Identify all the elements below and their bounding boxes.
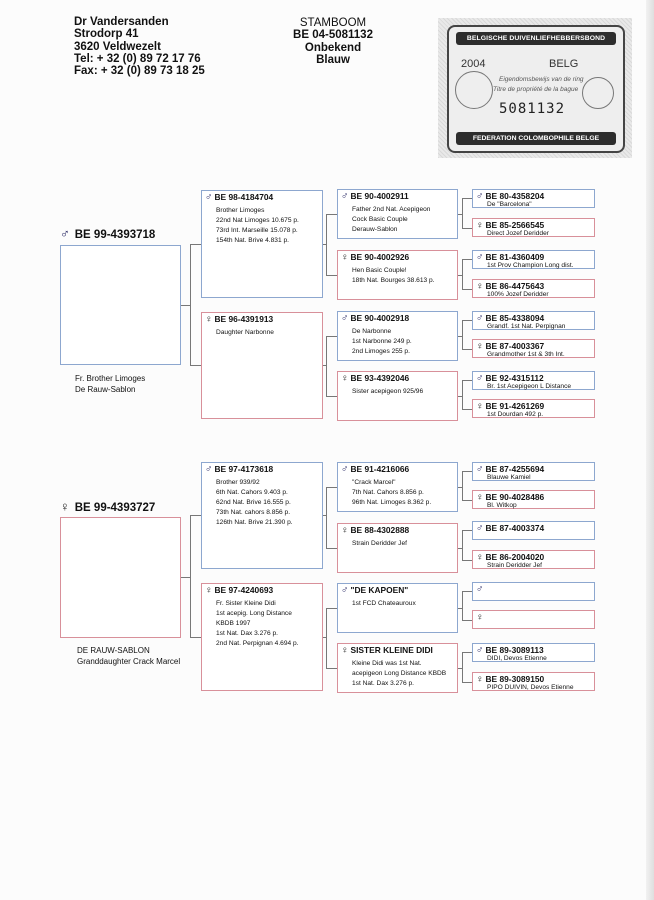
certificate-top-banner: BELGISCHE DUIVENLIEFHEBBERSBOND (456, 32, 616, 45)
g3-box-3-header (341, 313, 409, 324)
male-symbol-icon: ♂ (341, 313, 349, 324)
g2-sire-dam-ring: BE 96-4391913 (214, 314, 274, 324)
owner-city: 3620 Veldwezelt (74, 40, 161, 53)
g4-box-10-ring: BE 90-4028486 (485, 492, 545, 502)
certificate-line-1: Eigendomsbewijs van de ring (499, 76, 584, 83)
male-symbol-icon: ♂ (60, 226, 70, 241)
pedigree-note: Sister acepigeon 925/96 (352, 388, 424, 395)
g4-box-3 (472, 250, 595, 269)
certificate-seal-right (582, 77, 614, 109)
female-symbol-icon: ♀ (476, 492, 484, 503)
connector-line (462, 320, 472, 321)
pedigree-note: Blauwe Kamiel (487, 474, 531, 481)
g4-box-3-ring: BE 81-4360409 (485, 252, 545, 262)
connector-line (190, 244, 191, 365)
connector-line (462, 259, 463, 289)
g2-dam-sire-ring: BE 97-4173618 (214, 464, 274, 474)
g4-box-5 (472, 311, 595, 330)
g2-sire-sire-header (205, 192, 273, 203)
pedigree-note: Br. 1st Acepigeon L Distance (487, 383, 572, 390)
certificate-number: 5081132 (499, 101, 566, 117)
dam-ring (60, 499, 155, 514)
male-symbol-icon: ♂ (476, 645, 484, 656)
g4-box-12-ring: BE 86-2004020 (485, 552, 545, 562)
pedigree-title-block (268, 17, 398, 66)
connector-line (190, 637, 201, 638)
female-symbol-icon: ♀ (341, 252, 349, 263)
pedigree-note: Bl. Witkop (487, 502, 517, 509)
pedigree-note: Derauw-Sablon (352, 226, 398, 233)
g4-box-14-header (476, 612, 486, 623)
g3-box-3 (337, 311, 458, 361)
connector-line (190, 244, 201, 245)
pedigree-note: 7th Nat. Cahors 8.856 p. (352, 489, 424, 496)
dam-notes (77, 645, 180, 667)
owner-fax: Fax: + 32 (0) 89 73 18 25 (74, 65, 205, 78)
pedigree-note: 154th Nat. Brive 4.831 p. (216, 237, 289, 244)
pedigree-note: 22nd Nat Limoges 10.675 p. (216, 217, 299, 224)
dam-photo-box (60, 517, 181, 638)
g4-box-8 (472, 399, 595, 418)
connector-line (326, 396, 337, 397)
connector-line (190, 365, 201, 366)
g4-box-7-ring: BE 92-4315112 (485, 373, 544, 383)
ownership-certificate (438, 18, 632, 158)
connector-line (462, 380, 463, 409)
male-symbol-icon: ♂ (476, 252, 484, 263)
female-symbol-icon: ♀ (205, 314, 213, 325)
connector-line (462, 289, 472, 290)
g3-box-2-header (341, 252, 409, 263)
pedigree-note: Father 2nd Nat. Acepigeon (352, 206, 431, 213)
connector-line (462, 560, 472, 561)
female-symbol-icon: ♀ (60, 499, 70, 514)
g4-box-2-ring: BE 85-2566545 (485, 220, 545, 230)
g3-box-1-ring: BE 90-4002911 (350, 191, 409, 201)
g3-box-8 (337, 643, 458, 693)
pedigree-heading: STAMBOOM (299, 17, 367, 29)
g3-box-7-ring: "DE KAPOEN" (350, 585, 409, 595)
sire-photo-box (60, 245, 181, 365)
pedigree-note: 2nd Nat. Perpignan 4.694 p. (216, 640, 299, 647)
g3-box-6-header (341, 525, 409, 536)
connector-line (190, 515, 201, 516)
pedigree-note: 1st Dourdan 492 p. (487, 411, 544, 418)
pedigree-note: Grandmother 1st & 3th Int. (487, 351, 565, 358)
connector-line (326, 275, 337, 276)
owner-block (74, 16, 205, 77)
pedigree-note: 62nd Nat. Brive 16.555 p. (216, 499, 291, 506)
g3-box-1-header (341, 191, 409, 202)
g4-box-13 (472, 582, 595, 601)
male-symbol-icon: ♂ (341, 585, 349, 596)
g3-box-5-ring: BE 91-4216066 (350, 464, 410, 474)
connector-line (462, 228, 472, 229)
pedigree-note: 6th Nat. Cahors 9.403 p. (216, 489, 288, 496)
pedigree-note: 1st Narbonne 249 p. (352, 338, 412, 345)
female-symbol-icon: ♀ (341, 645, 349, 656)
male-symbol-icon: ♂ (476, 313, 484, 324)
connector-line (462, 320, 463, 349)
pedigree-note: Grandf. 1st Nat. Perpignan (487, 323, 566, 330)
owner-tel: Tel: + 32 (0) 89 72 17 76 (74, 52, 201, 65)
g3-box-2-ring: BE 90-4002926 (350, 252, 410, 262)
pedigree-note: Direct Jozef Deridder (487, 230, 549, 237)
g2-dam-sire (201, 462, 323, 569)
pedigree-note: 73th Nat. cahors 8.856 p. (216, 509, 291, 516)
g2-sire-sire (201, 190, 323, 298)
g4-box-11 (472, 521, 595, 540)
pedigree-note: 1st Prov Champion Long dist. (487, 262, 574, 269)
male-symbol-icon: ♂ (476, 373, 484, 384)
connector-line (462, 652, 472, 653)
g4-box-16 (472, 672, 595, 691)
g2-sire-dam (201, 312, 323, 419)
connector-line (462, 380, 472, 381)
g4-box-11-header (476, 523, 544, 534)
connector-line (326, 668, 337, 669)
connector-line (462, 530, 472, 531)
pedigree-note: 1st FCD Chateauroux (352, 600, 416, 607)
pedigree-note: 1st Nat. Dax 3.276 p. (352, 680, 414, 687)
g3-box-1 (337, 189, 458, 239)
connector-line (462, 620, 472, 621)
connector-line (181, 577, 190, 578)
pedigree-note: PIPO DUIVIN, Devos Etienne (487, 684, 574, 691)
g2-dam-dam-ring: BE 97-4240693 (214, 585, 274, 595)
connector-line (462, 349, 472, 350)
pedigree-note: Cock Basic Couple (352, 216, 408, 223)
g4-box-15-ring: BE 89-3089113 (485, 645, 544, 655)
connector-line (326, 487, 327, 548)
g4-box-6 (472, 339, 595, 358)
g4-box-16-ring: BE 89-3089150 (485, 674, 545, 684)
pedigree-note: Strain Deridder Jef (352, 540, 407, 547)
pedigree-note: 126th Nat. Brive 21.390 p. (216, 519, 293, 526)
g4-box-9-ring: BE 87-4255694 (485, 464, 545, 474)
female-symbol-icon: ♀ (341, 525, 349, 536)
certificate-line-2: Titre de propriété de la bague (493, 86, 579, 93)
g2-sire-sire-ring: BE 98-4184704 (214, 192, 274, 202)
connector-line (190, 515, 191, 637)
pedigree-note: Fr. Sister Kleine Didi (216, 600, 276, 607)
sire-ring (60, 226, 155, 241)
g3-box-4 (337, 371, 458, 421)
connector-line (462, 259, 472, 260)
dam-ring-text: BE 99-4393727 (74, 502, 156, 514)
dam-note-1: DE RAUW-SABLON (77, 646, 150, 655)
pedigree-note: Brother 939/92 (216, 479, 260, 486)
g3-box-6 (337, 523, 458, 573)
male-symbol-icon: ♂ (205, 192, 213, 203)
pedigree-note: 1st acepig. Long Distance (216, 610, 292, 617)
pedigree-color: Blauw (316, 53, 350, 66)
pedigree-sex: Onbekend (304, 41, 362, 54)
pedigree-note: acepigeon Long Distance KBDB (352, 670, 447, 677)
connector-line (462, 500, 472, 501)
g3-box-4-header (341, 373, 409, 384)
dam-note-2: Granddaughter Crack Marcel (77, 657, 181, 666)
male-symbol-icon: ♂ (341, 464, 349, 475)
g2-dam-dam-header (205, 585, 273, 596)
g4-box-7 (472, 371, 595, 390)
connector-line (326, 214, 327, 275)
female-symbol-icon: ♀ (476, 401, 484, 412)
pedigree-note: Strain Deridder Jef (487, 562, 542, 569)
g3-box-5 (337, 462, 458, 512)
connector-line (326, 487, 337, 488)
g3-box-6-ring: BE 88-4302888 (350, 525, 410, 535)
owner-street: Strodorp 41 (74, 28, 139, 41)
female-symbol-icon: ♀ (476, 220, 484, 231)
pedigree-note: De "Barcelona" (487, 201, 532, 208)
g4-box-15 (472, 643, 595, 662)
pedigree-note: 96th Nat. Limoges 8.362 p. (352, 499, 432, 506)
certificate-year: 2004 (461, 58, 486, 70)
male-symbol-icon: ♂ (476, 464, 484, 475)
male-symbol-icon: ♂ (476, 523, 484, 534)
pedigree-note: De Narbonne (352, 328, 392, 335)
g3-box-4-ring: BE 93-4392046 (350, 373, 410, 383)
pedigree-note: "Crack Marcel" (352, 479, 396, 486)
female-symbol-icon: ♀ (476, 341, 484, 352)
certificate-country: BELG (549, 58, 579, 70)
female-symbol-icon: ♀ (341, 373, 349, 384)
g4-box-1 (472, 189, 595, 208)
connector-line (462, 198, 463, 228)
connector-line (462, 530, 463, 560)
page-edge (646, 0, 654, 900)
g3-box-5-header (341, 464, 409, 475)
g4-box-2 (472, 218, 595, 237)
pedigree-note: 2nd Limoges 255 p. (352, 348, 410, 355)
g4-box-4-ring: BE 86-4475643 (485, 281, 545, 291)
pedigree-note: KBDB 1997 (216, 620, 251, 627)
pedigree-note: Brother Limoges (216, 207, 265, 214)
g2-sire-dam-header (205, 314, 273, 325)
connector-line (462, 591, 463, 620)
female-symbol-icon: ♀ (476, 281, 484, 292)
pedigree-note: Hen Basic Couple! (352, 267, 407, 274)
male-symbol-icon: ♂ (205, 464, 213, 475)
g4-box-5-ring: BE 85-4338094 (485, 313, 545, 323)
g4-box-13-header (476, 584, 486, 595)
female-symbol-icon: ♀ (476, 552, 484, 563)
g4-box-9 (472, 462, 595, 481)
connector-line (181, 305, 190, 306)
sire-notes (75, 373, 145, 395)
connector-line (462, 471, 472, 472)
connector-line (462, 471, 463, 500)
g3-box-3-ring: BE 90-4002918 (350, 313, 410, 323)
g3-box-8-header (341, 645, 433, 656)
pedigree-note: 73rd Int. Marseille 15.078 p. (216, 227, 298, 234)
g4-box-6-ring: BE 87-4003367 (485, 341, 545, 351)
sire-note-2: De Rauw-Sablon (75, 385, 136, 394)
certificate-bottom-banner: FEDERATION COLOMBOPHILE BELGE (456, 132, 616, 145)
connector-line (462, 652, 463, 682)
connector-line (462, 591, 472, 592)
certificate-seal-left (455, 71, 493, 109)
g4-box-4 (472, 279, 595, 298)
pedigree-note: 100% Jozef Deridder (487, 291, 549, 298)
female-symbol-icon: ♀ (476, 612, 484, 623)
connector-line (462, 682, 472, 683)
pedigree-ring: BE 04-5081132 (293, 29, 373, 42)
connector-line (462, 409, 472, 410)
connector-line (326, 608, 337, 609)
connector-line (326, 336, 337, 337)
g3-box-2 (337, 250, 458, 300)
g4-box-10 (472, 490, 595, 509)
g4-box-14 (472, 610, 595, 629)
g2-dam-sire-header (205, 464, 273, 475)
connector-line (326, 336, 327, 396)
sire-ring-text: BE 99-4393718 (74, 229, 156, 241)
owner-name: Dr Vandersanden (74, 16, 169, 28)
pedigree-note: DIDI, Devos Etienne (487, 655, 547, 662)
pedigree-note: 18th Nat. Bourges 38.613 p. (352, 277, 435, 284)
g4-box-8-ring: BE 91-4261269 (485, 401, 545, 411)
connector-line (326, 608, 327, 668)
g4-box-1-ring: BE 80-4358204 (485, 191, 545, 201)
certificate-frame (447, 25, 625, 153)
male-symbol-icon: ♂ (341, 191, 349, 202)
pedigree-note: Daughter Narbonne (216, 329, 274, 336)
male-symbol-icon: ♂ (476, 584, 484, 595)
g3-box-7-header (341, 585, 408, 596)
g3-box-8-ring: SISTER KLEINE DIDI (350, 645, 433, 655)
g4-box-12 (472, 550, 595, 569)
g3-box-7 (337, 583, 458, 633)
female-symbol-icon: ♀ (205, 585, 213, 596)
female-symbol-icon: ♀ (476, 674, 484, 685)
male-symbol-icon: ♂ (476, 191, 484, 202)
g4-box-11-ring: BE 87-4003374 (485, 523, 545, 533)
g2-dam-dam (201, 583, 323, 691)
pedigree-note: Kleine Didi was 1st Nat. (352, 660, 422, 667)
sire-note-1: Fr. Brother Limoges (75, 374, 146, 383)
connector-line (326, 548, 337, 549)
connector-line (462, 198, 472, 199)
connector-line (326, 214, 337, 215)
pedigree-note: 1st Nat. Dax 3.276 p. (216, 630, 278, 637)
